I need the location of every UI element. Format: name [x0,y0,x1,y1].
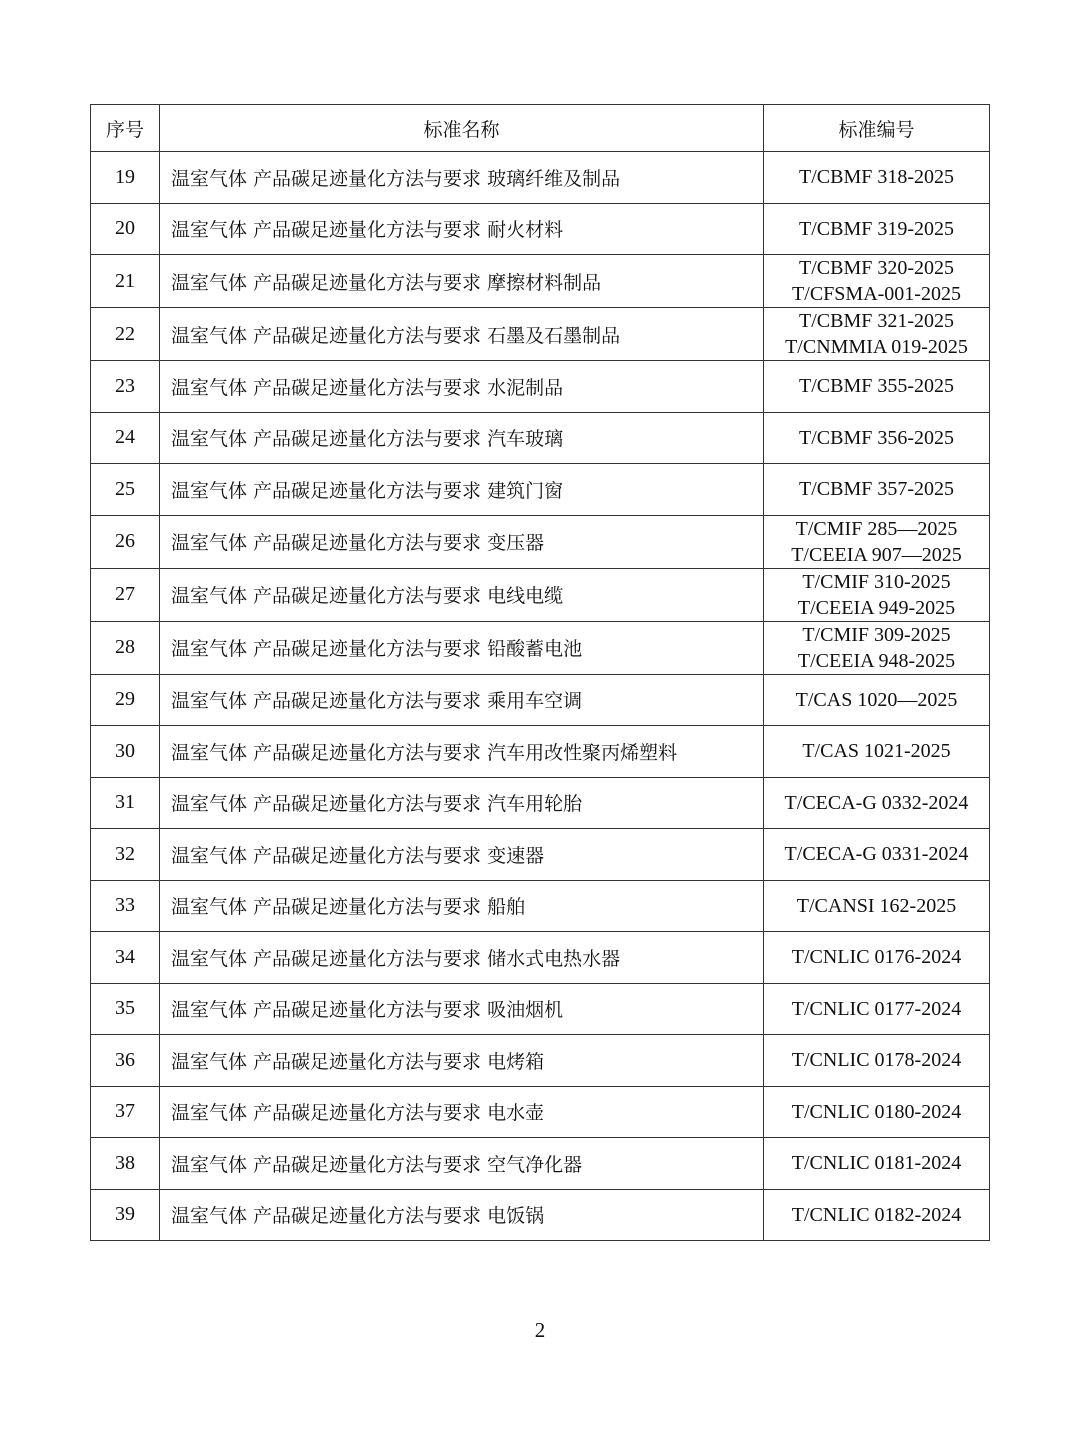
standard-code-line: T/CMIF 310-2025 [802,570,951,593]
table-body [91,152,990,1241]
cell-standard-name: 温室气体 产品碳足迹量化方法与要求 电水壶 [160,1086,764,1138]
standard-code-line: T/CNLIC 0177-2024 [791,997,962,1020]
standards-table [90,104,990,1241]
table-row [91,1189,990,1241]
cell-seq: 33 [91,880,160,932]
cell-standard-name: 温室气体 产品碳足迹量化方法与要求 储水式电热水器 [160,932,764,984]
cell-standard-name: 温室气体 产品碳足迹量化方法与要求 变速器 [160,829,764,881]
standard-code-line: T/CNLIC 0181-2024 [791,1152,962,1175]
table-row [91,983,990,1035]
cell-seq: 39 [91,1189,160,1241]
cell-standard-name: 温室气体 产品碳足迹量化方法与要求 空气净化器 [160,1138,764,1190]
cell-standard-name: 温室气体 产品碳足迹量化方法与要求 吸油烟机 [160,983,764,1035]
header-seq: 序号 [91,105,160,152]
table-row [91,515,990,568]
cell-seq: 22 [91,308,160,361]
cell-seq: 35 [91,983,160,1035]
table-row [91,255,990,308]
cell-standard-code [764,255,990,308]
cell-standard-name: 温室气体 产品碳足迹量化方法与要求 变压器 [160,515,764,568]
standard-code-line: T/CANSI 162-2025 [796,894,957,917]
table-row [91,152,990,204]
header-row [91,105,990,152]
cell-standard-name: 温室气体 产品碳足迹量化方法与要求 电线电缆 [160,568,764,621]
cell-standard-code [764,1035,990,1087]
cell-standard-code [764,674,990,726]
cell-seq: 21 [91,255,160,308]
table-row [91,621,990,674]
table-row [91,1086,990,1138]
table-row [91,568,990,621]
cell-standard-code [764,1189,990,1241]
table-row [91,777,990,829]
cell-standard-name: 温室气体 产品碳足迹量化方法与要求 汽车用轮胎 [160,777,764,829]
cell-standard-code [764,777,990,829]
cell-standard-name: 温室气体 产品碳足迹量化方法与要求 电烤箱 [160,1035,764,1087]
standard-code-line: T/CAS 1021-2025 [802,740,951,763]
table-header [91,105,990,152]
cell-standard-code [764,621,990,674]
table-row [91,361,990,413]
table-row [91,674,990,726]
cell-standard-code [764,203,990,255]
table-row [91,412,990,464]
standard-code-line: T/CBMF 318-2025 [798,166,955,189]
cell-seq: 20 [91,203,160,255]
cell-standard-code [764,1086,990,1138]
table-row [91,203,990,255]
cell-standard-name: 温室气体 产品碳足迹量化方法与要求 摩擦材料制品 [160,255,764,308]
standard-code-line: T/CBMF 320-2025 [798,257,955,279]
cell-seq: 38 [91,1138,160,1190]
cell-seq: 28 [91,621,160,674]
cell-seq: 24 [91,412,160,464]
table-row [91,464,990,516]
cell-standard-code [764,515,990,568]
standard-code-line: T/CBMF 321-2025 [798,310,955,332]
cell-seq: 32 [91,829,160,881]
cell-seq: 31 [91,777,160,829]
cell-standard-code [764,568,990,621]
cell-standard-name: 温室气体 产品碳足迹量化方法与要求 玻璃纤维及制品 [160,152,764,204]
cell-standard-code [764,983,990,1035]
standard-code-line: T/CBMF 357-2025 [798,478,955,501]
table-row [91,1138,990,1190]
cell-standard-name: 温室气体 产品碳足迹量化方法与要求 乘用车空调 [160,674,764,726]
cell-seq: 30 [91,726,160,778]
cell-standard-code [764,152,990,204]
cell-standard-code [764,829,990,881]
cell-standard-name: 温室气体 产品碳足迹量化方法与要求 汽车用改性聚丙烯塑料 [160,726,764,778]
standard-code-line: T/CNLIC 0178-2024 [791,1049,962,1072]
table-row [91,308,990,361]
cell-standard-code [764,880,990,932]
cell-standard-name: 温室气体 产品碳足迹量化方法与要求 建筑门窗 [160,464,764,516]
cell-seq: 23 [91,361,160,413]
table-row [91,829,990,881]
standard-code-line: T/CBMF 319-2025 [798,217,955,240]
standard-code-line: T/CFSMA-001-2025 [792,283,961,305]
cell-standard-name: 温室气体 产品碳足迹量化方法与要求 电饭锅 [160,1189,764,1241]
standard-code-line: T/CECA-G 0332-2024 [784,791,969,814]
cell-seq: 29 [91,674,160,726]
standard-code-line: T/CNLIC 0176-2024 [791,946,962,969]
cell-standard-name: 温室气体 产品碳足迹量化方法与要求 汽车玻璃 [160,412,764,464]
cell-standard-code [764,1138,990,1190]
standard-code-line: T/CEEIA 907—2025 [791,543,962,566]
cell-seq: 26 [91,515,160,568]
cell-standard-name: 温室气体 产品碳足迹量化方法与要求 船舶 [160,880,764,932]
header-name: 标准名称 [160,105,764,152]
standard-code-line: T/CBMF 355-2025 [798,375,955,398]
cell-seq: 27 [91,568,160,621]
header-code: 标准编号 [764,105,990,152]
cell-standard-name: 温室气体 产品碳足迹量化方法与要求 耐火材料 [160,203,764,255]
table-row [91,932,990,984]
table-row [91,726,990,778]
standard-code-line: T/CBMF 356-2025 [798,426,955,449]
cell-standard-name: 温室气体 产品碳足迹量化方法与要求 铅酸蓄电池 [160,621,764,674]
standard-code-line: T/CMIF 309-2025 [802,623,951,646]
cell-standard-name: 温室气体 产品碳足迹量化方法与要求 石墨及石墨制品 [160,308,764,361]
standard-code-line: T/CEEIA 949-2025 [797,596,956,619]
cell-seq: 36 [91,1035,160,1087]
cell-seq: 34 [91,932,160,984]
cell-seq: 37 [91,1086,160,1138]
standard-code-line: T/CMIF 285—2025 [795,517,958,540]
cell-standard-code [764,932,990,984]
standard-code-line: T/CEEIA 948-2025 [797,649,956,672]
standard-code-line: T/CNLIC 0182-2024 [791,1203,962,1226]
table-row [91,1035,990,1087]
standard-code-line: T/CECA-G 0331-2024 [784,843,969,866]
cell-standard-code [764,464,990,516]
cell-standard-code [764,412,990,464]
standard-code-line: T/CNMMIA 019-2025 [785,336,968,358]
cell-standard-name: 温室气体 产品碳足迹量化方法与要求 水泥制品 [160,361,764,413]
cell-standard-code [764,308,990,361]
cell-seq: 25 [91,464,160,516]
cell-seq: 19 [91,152,160,204]
cell-standard-code [764,726,990,778]
standard-code-line: T/CNLIC 0180-2024 [791,1100,962,1123]
table-row [91,880,990,932]
standard-code-line: T/CAS 1020—2025 [795,688,958,711]
cell-standard-code [764,361,990,413]
page-number: 2 [534,1318,546,1342]
